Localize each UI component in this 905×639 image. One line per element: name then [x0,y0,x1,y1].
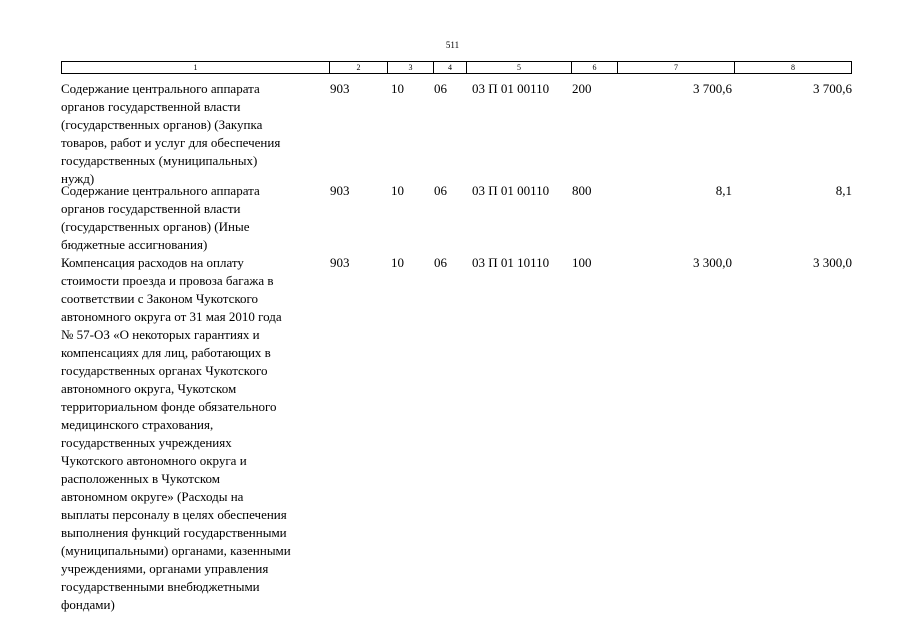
description-line: компенсациях для лиц, работающих в [61,345,271,360]
header-col-4: 4 [433,61,466,74]
cell-target-item: 03 П 01 00110 [472,81,550,96]
description-line: учреждениями, органами управления [61,561,269,576]
header-col-3: 3 [387,61,433,74]
description-line: Чукотского автономного округа и [61,453,247,468]
description-line: стоимости проезда и провоза багажа в [61,273,274,288]
description-line: соответствии с Законом Чукотского [61,291,259,306]
description-line: (государственных органов) (Закупка [61,117,263,132]
description-line: Компенсация расходов на оплату [61,255,244,270]
description-line: бюджетные ассигнования) [61,237,208,252]
description-line: № 57-ОЗ «О некоторых гарантиях и [61,327,260,342]
description-line: территориальном фонде обязательного [61,399,277,414]
cell-subsection: 06 [434,183,447,198]
description-line: расположенных в Чукотском [61,471,221,486]
cell-target-item: 03 П 01 10110 [472,255,550,270]
description-line: выплаты персоналу в целях обеспечения [61,507,287,522]
description-line: медицинского страхования, [61,417,214,432]
description-line: фондами) [61,597,115,612]
description-line: государственными внебюджетными [61,579,260,594]
cell-expense-type: 800 [572,183,592,198]
cell-amount-2: 3 300,0 [813,255,852,270]
cell-amount-2: 8,1 [835,183,852,198]
cell-expense-type: 200 [572,81,592,96]
cell-section: 10 [391,183,404,198]
cell-amount-2: 3 700,6 [813,81,852,96]
row-description [61,254,331,614]
header-col-8: 8 [734,61,852,74]
cell-subsection: 06 [434,255,447,270]
description-line: автономном округе» (Расходы на [61,489,244,504]
header-col-2: 2 [329,61,387,74]
description-line: товаров, работ и услуг для обеспечения [61,135,281,150]
cell-amount-1: 8,1 [715,183,732,198]
description-line: автономного округа от 31 мая 2010 года [61,309,282,324]
cell-ministry-code: 903 [330,255,350,270]
description-line: (государственных органов) (Иные [61,219,250,234]
row-description [61,80,331,188]
header-col-7: 7 [617,61,734,74]
description-line: органов государственной власти [61,99,241,114]
cell-amount-1: 3 700,6 [693,81,732,96]
cell-ministry-code: 903 [330,183,350,198]
cell-ministry-code: 903 [330,81,350,96]
description-line: Содержание центрального аппарата [61,81,260,96]
description-line: автономного округа, Чукотском [61,381,237,396]
cell-target-item: 03 П 01 00110 [472,183,550,198]
description-line: органов государственной власти [61,201,241,216]
row-description [61,182,331,254]
cell-subsection: 06 [434,81,447,96]
cell-section: 10 [391,81,404,96]
description-line: государственных (муниципальных) [61,153,258,168]
description-line: государственных учреждениях [61,435,232,450]
page-number: 511 [445,40,460,50]
description-line: нужд) [61,171,95,186]
header-col-5: 5 [466,61,571,74]
description-line: государственных органах Чукотского [61,363,268,378]
cell-amount-1: 3 300,0 [693,255,732,270]
description-line: выполнения функций государственными [61,525,287,540]
description-line: Содержание центрального аппарата [61,183,260,198]
header-col-1: 1 [61,61,329,74]
header-col-6: 6 [571,61,617,74]
cell-section: 10 [391,255,404,270]
cell-expense-type: 100 [572,255,592,270]
description-line: (муниципальными) органами, казенными [61,543,291,558]
